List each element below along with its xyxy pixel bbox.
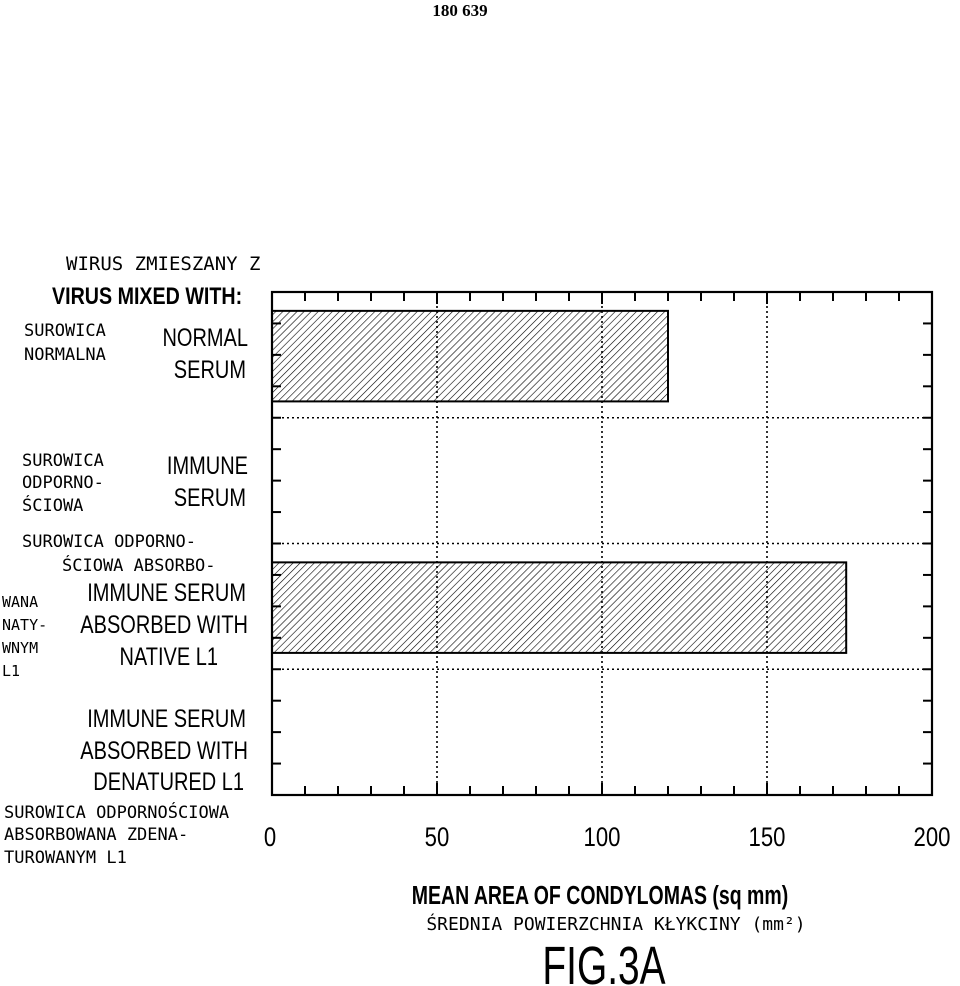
x-tick-labels	[264, 823, 951, 853]
x-axis-label: MEAN AREA OF CONDYLOMAS (sq mm)	[411, 880, 789, 910]
x-tick-label-150: 150	[748, 823, 786, 853]
category-4-english-line-2: ABSORBED WITH	[80, 736, 248, 765]
x-tick-label-200: 200	[913, 823, 951, 853]
category-3-polish-line-2: ŚCIOWA ABSORBO-	[62, 556, 216, 576]
category-3-polish-line-4: NATY-	[2, 616, 48, 634]
x-tick-label-50: 50	[424, 823, 450, 853]
x-tick-label-0: 0	[263, 823, 277, 853]
category-4-polish-line-3: TUROWANYM L1	[4, 848, 127, 868]
figure-label: FIG.3A	[542, 934, 666, 986]
bar-3	[272, 562, 846, 653]
category-3-polish-line-3: WANA	[2, 593, 39, 611]
category-3-polish-line-6: L1	[2, 662, 21, 680]
category-3-english-line-2: ABSORBED WITH	[80, 610, 248, 639]
category-1-polish-line-1: SUROWICA	[24, 321, 106, 341]
category-3-english-line-3: NATIVE L1	[119, 642, 218, 671]
virus-header-polish: WIRUS ZMIESZANY Z	[66, 253, 261, 275]
category-3-english-line-1: IMMUNE SERUM	[87, 578, 247, 607]
x-axis-label-polish: ŚREDNIA POWIERZCHNIA KŁYKCINY (mm²)	[426, 914, 806, 935]
category-4-polish-line-2: ABSORBOWANA ZDENA-	[4, 825, 189, 845]
category-3-polish-line-1: SUROWICA ODPORNO-	[22, 532, 196, 552]
bars	[272, 311, 846, 653]
bar-1	[272, 311, 668, 402]
category-2-polish-line-2: ODPORNO-	[22, 473, 104, 493]
category-2-polish-line-1: SUROWICA	[22, 451, 104, 471]
category-1-polish-line-2: NORMALNA	[24, 345, 106, 365]
category-2-english-line-2: SERUM	[173, 483, 247, 512]
category-1-english-line-2: SERUM	[173, 355, 247, 384]
category-4-polish-line-1: SUROWICA ODPORNOŚCIOWA	[4, 803, 230, 823]
category-3-polish-line-5: WNYM	[2, 639, 39, 657]
x-tick-label-100: 100	[583, 823, 621, 853]
category-4-english-line-1: IMMUNE SERUM	[87, 704, 247, 733]
category-2-polish-line-3: ŚCIOWA	[22, 496, 84, 516]
category-4-english-line-3: DENATURED L1	[93, 767, 244, 796]
virus-header-english: VIRUS MIXED WITH:	[52, 282, 243, 310]
page-number: 180 639	[432, 1, 488, 20]
category-1-english-line-1: NORMAL	[162, 323, 248, 352]
category-2-english-line-1: IMMUNE	[166, 451, 248, 480]
